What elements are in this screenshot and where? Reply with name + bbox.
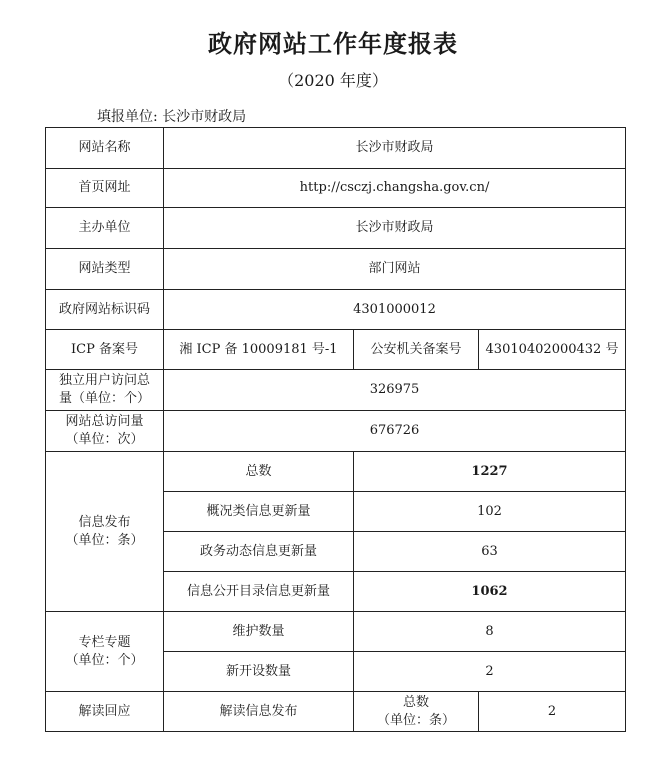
- info-publish-label-line2: （单位：条）: [65, 532, 144, 548]
- site-id-label: 政府网站标识码: [46, 290, 164, 330]
- report-title: 政府网站工作年度报表: [208, 30, 458, 58]
- site-type-value: 部门网站: [164, 249, 626, 290]
- table-row: [46, 169, 626, 208]
- filler-label: 填报单位:: [97, 109, 158, 125]
- unique-visitors-label-line2: 量（单位：个）: [58, 391, 150, 406]
- columns-label-line2: （单位：个）: [65, 652, 144, 668]
- info-catalog-label: 信息公开目录信息更新量: [164, 572, 354, 612]
- columns-label: [46, 612, 164, 692]
- report-year: （2020 年度）: [278, 71, 388, 90]
- police-record-label: 公安机关备案号: [354, 330, 479, 370]
- columns-label-line1: 专栏专题: [78, 634, 131, 650]
- interpretation-sub-label: 解读信息发布: [164, 692, 354, 732]
- info-publish-label: [46, 452, 164, 612]
- interpretation-value: 2: [479, 692, 626, 732]
- info-catalog-value: 1062: [354, 572, 626, 612]
- site-name-value: 长沙市财政局: [164, 128, 626, 169]
- filler-unit: [97, 106, 246, 126]
- table-row: [46, 249, 626, 290]
- unique-visitors-label-line1: 独立用户访问总: [58, 373, 150, 388]
- interpretation-label: 解读回应: [46, 692, 164, 732]
- organizer-value: 长沙市财政局: [164, 208, 626, 249]
- report-table: [45, 127, 626, 732]
- info-total-label: 总数: [164, 452, 354, 492]
- columns-maintained-value: 8: [354, 612, 626, 652]
- table-row: [46, 370, 626, 411]
- columns-new-label: 新开设数量: [164, 652, 354, 692]
- unique-visitors-value: 326975: [164, 370, 626, 411]
- table-row: [46, 330, 626, 370]
- info-overview-label: 概况类信息更新量: [164, 492, 354, 532]
- table-row: [46, 290, 626, 330]
- homepage-value: http://csczj.changsha.gov.cn/: [164, 169, 626, 208]
- site-id-value: 4301000012: [164, 290, 626, 330]
- info-news-value: 63: [354, 532, 626, 572]
- info-total-value: 1227: [354, 452, 626, 492]
- site-type-label: 网站类型: [46, 249, 164, 290]
- total-visits-label: [46, 411, 164, 452]
- table-row: [46, 208, 626, 249]
- table-row: [46, 692, 626, 732]
- icp-value: 湘 ICP 备 10009181 号-1: [164, 330, 354, 370]
- total-visits-value: 676726: [164, 411, 626, 452]
- unique-visitors-label: [46, 370, 164, 411]
- table-row: [46, 612, 626, 652]
- homepage-label: 首页网址: [46, 169, 164, 208]
- columns-maintained-label: 维护数量: [164, 612, 354, 652]
- icp-label: ICP 备案号: [46, 330, 164, 370]
- info-publish-label-line1: 信息发布: [78, 514, 131, 530]
- info-news-label: 政务动态信息更新量: [164, 532, 354, 572]
- interpretation-total-label-line1: 总数: [402, 694, 429, 710]
- filler-value: 长沙市财政局: [162, 109, 247, 125]
- interpretation-total-label-line2: （单位：条）: [376, 712, 455, 728]
- total-visits-label-line1: 网站总访问量: [65, 414, 144, 429]
- table-row: [46, 128, 626, 169]
- info-overview-value: 102: [354, 492, 626, 532]
- columns-new-value: 2: [354, 652, 626, 692]
- police-record-value: 43010402000432 号: [479, 330, 626, 370]
- interpretation-total-label: [354, 692, 479, 732]
- total-visits-label-line2: （单位：次）: [65, 432, 144, 447]
- table-row: [46, 452, 626, 492]
- table-row: [46, 411, 626, 452]
- organizer-label: 主办单位: [46, 208, 164, 249]
- site-name-label: 网站名称: [46, 128, 164, 169]
